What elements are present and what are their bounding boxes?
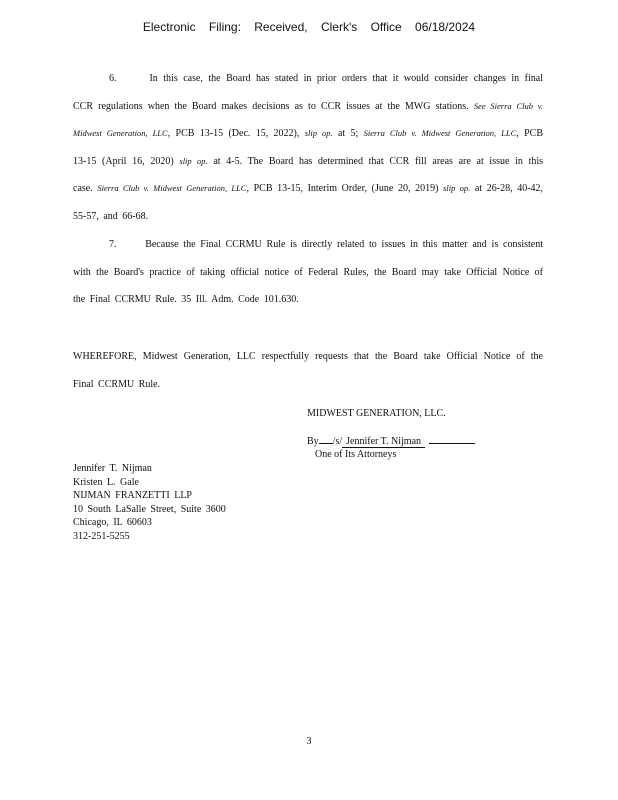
attorney-contact-block bbox=[73, 462, 226, 544]
attorney-line: Jennifer T. Nijman bbox=[73, 463, 152, 474]
paragraph-6-text-e: at 4-5. The Board has determined that CCR fill areas are at issue in this case. bbox=[73, 155, 544, 194]
signature-signer-name: Jennifer T. Nijman bbox=[342, 436, 425, 448]
citation-3: Sierra Club v. Midwest Generation, LLC bbox=[97, 183, 247, 193]
address-line: 10 South LaSalle Street, Suite 3600 bbox=[73, 503, 226, 515]
page-number: 3 bbox=[306, 736, 312, 747]
paragraph-7 bbox=[73, 231, 543, 314]
signature-by-label: By bbox=[307, 436, 319, 447]
signature-tail-line bbox=[429, 433, 475, 444]
signature-role: One of Its Attorneys bbox=[315, 449, 397, 460]
paragraph-6-text-d: , PCB 13-15 (April 16, 2020) bbox=[73, 128, 544, 167]
electronic-filing-header: Electronic Filing: Received, Clerk's Office 06/18/2024 bbox=[142, 20, 476, 34]
citation-1: See Sierra Club v. Midwest Generation, LLC bbox=[73, 100, 544, 138]
paragraph-7-number: 7. bbox=[109, 239, 117, 250]
paragraph-6 bbox=[73, 65, 543, 230]
signature-block bbox=[307, 400, 547, 461]
law-firm-line: NIJMAN FRANZETTI LLP bbox=[73, 490, 192, 502]
paragraph-6-text-g: at 26-28, 40-42, 55-57, and 66-68. bbox=[73, 183, 544, 222]
signature-blank-line bbox=[319, 433, 333, 444]
paragraph-6-text-f: , PCB 13-15, Interim Order, (June 20, 2019) bbox=[246, 183, 439, 194]
paragraph-6-number: 6. bbox=[109, 73, 117, 84]
slip-op-3: slip op. bbox=[443, 183, 471, 193]
paragraph-7-text: Because the Final CCRMU Rule is directly related to issues in this matter and is consistent with the Board's practice of taking official notice of Federal Rules, the Board may take Official Notice of the Final CCRMU Rule. 35 Ill. Adm. Code 101.630. bbox=[73, 239, 543, 305]
paragraph-6-text-a: In this case, the Board has stated in prior orders that it would consider changes in final CCR regulations when the Board makes decisions as to CCR issues at the MWG stations. bbox=[73, 73, 543, 112]
slip-op-2: slip op. bbox=[179, 155, 208, 166]
paragraph-6-text-b: , PCB 13-15 (Dec. 15, 2022), bbox=[167, 128, 300, 139]
citation-2: Sierra Club v. Midwest Generation, LLC bbox=[363, 128, 517, 138]
signature-slash-mark: /s/ bbox=[332, 436, 343, 447]
signature-firm-name: MIDWEST GENERATION, LLC. bbox=[307, 408, 446, 419]
slip-op-1: slip op. bbox=[304, 128, 333, 138]
phone-line: 312-251-5255 bbox=[73, 530, 130, 542]
paragraph-6-text-c: at 5; bbox=[337, 128, 359, 139]
city-line: Chicago, IL 60603 bbox=[73, 517, 152, 529]
signature-line bbox=[307, 433, 547, 449]
wherefore-clause: WHEREFORE, Midwest Generation, LLC respectfully requests that the Board take Official Notice of the Final CCRMU Rule. bbox=[73, 351, 543, 390]
attorney-line: Kristen L. Gale bbox=[73, 476, 139, 488]
